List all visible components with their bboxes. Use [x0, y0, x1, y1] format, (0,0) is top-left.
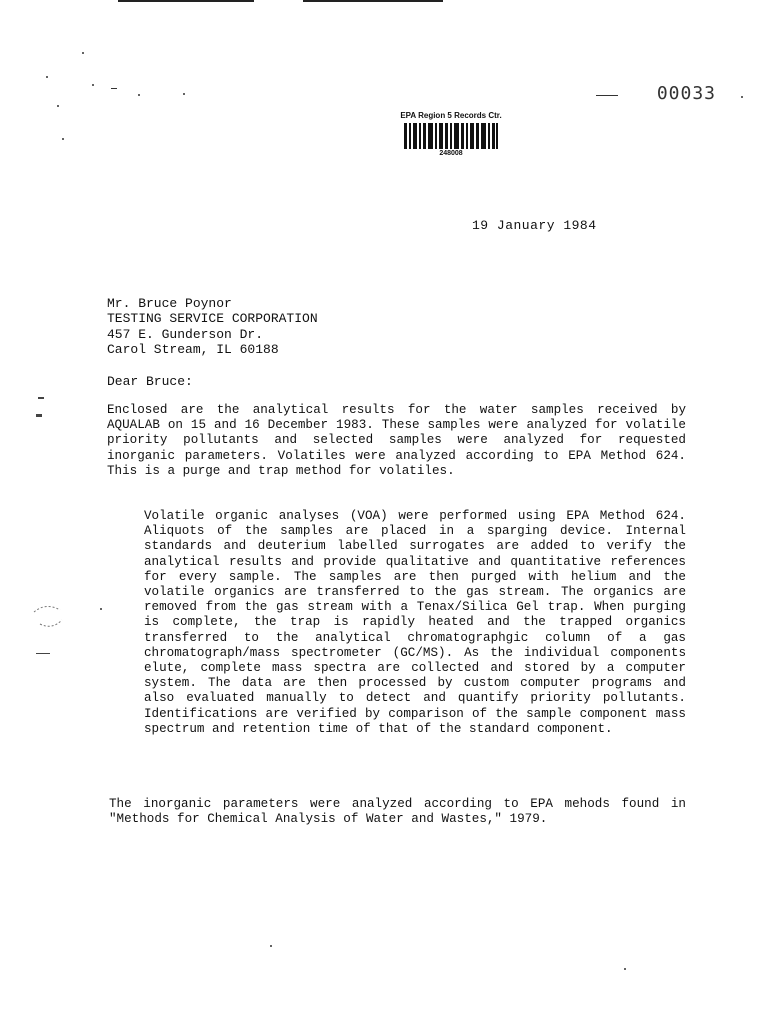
margin-mark	[38, 397, 44, 399]
scan-edge-line	[118, 0, 254, 2]
stamp-title: EPA Region 5 Records Ctr.	[400, 111, 502, 120]
scan-speck	[741, 96, 743, 98]
letter-date: 19 January 1984	[472, 218, 597, 233]
recipient-address	[107, 296, 318, 357]
salutation: Dear Bruce:	[107, 374, 193, 389]
scan-speck	[92, 84, 94, 86]
scan-speck	[82, 52, 84, 54]
recipient-city: Carol Stream, IL 60188	[107, 341, 279, 357]
scan-speck	[100, 608, 102, 610]
scan-speck	[183, 93, 185, 95]
scan-speck	[596, 95, 618, 96]
margin-mark	[36, 653, 50, 654]
scan-edge-line	[303, 0, 443, 2]
margin-mark	[36, 414, 42, 417]
hole-punch-mark	[30, 600, 70, 630]
scan-speck	[62, 138, 64, 140]
scan-speck	[111, 88, 117, 89]
body-paragraph-3: The inorganic parameters were analyzed according to EPA mehods found in "Methods for Chemical Analysis of Water and Wastes," 1979.	[109, 797, 686, 827]
recipient-company: TESTING SERVICE CORPORATION	[107, 311, 318, 327]
barcode-icon	[404, 123, 498, 149]
body-paragraph-1: Enclosed are the analytical results for the water samples received by AQUALAB on 15 and 16 December 1983. These samples were analyzed for volatile priority pollutants and selected samples were analyzed for requested inorganic parameters. Volatiles were analyzed according to EPA Method 624. This is a purge and trap method for volatiles.	[107, 403, 686, 478]
recipient-street: 457 E. Gunderson Dr.	[107, 326, 264, 342]
recipient-name: Mr. Bruce Poynor	[107, 296, 232, 311]
document-number: 00033	[656, 83, 716, 104]
scan-speck	[46, 76, 48, 78]
body-paragraph-2-indented: Volatile organic analyses (VOA) were performed using EPA Method 624. Aliquots of the samples are placed in a sparging device. Internal standards and deuterium labelled surrogates are added to verify the analytical results and provide qualitative and quantitative references for every sample. The samples are then purged with helium and the volatile organics are transferred to the gas stream. The organics are removed from the gas stream with a Tenax/Silica Gel trap. When purging is complete, the trap is rapidly heated and the trapped organics transferred to the analytical chromatographgic column of a gas chromatograph/mass spectrometer (GC/MS). As the individual components elute, complete mass spectra are collected and stored by a computer system. The data are then processed by custom computer programs and also evaluated manually to detect and quantify priority pollutants. Identifications are verified by comparison of the sample component mass spectrum and retention time of that of the standard component.	[144, 509, 686, 736]
scan-speck	[57, 105, 59, 107]
scan-speck	[270, 945, 272, 947]
stamp-number: 248008	[439, 150, 463, 157]
records-stamp	[386, 111, 516, 157]
scan-speck	[624, 968, 626, 970]
scan-speck	[138, 94, 140, 96]
